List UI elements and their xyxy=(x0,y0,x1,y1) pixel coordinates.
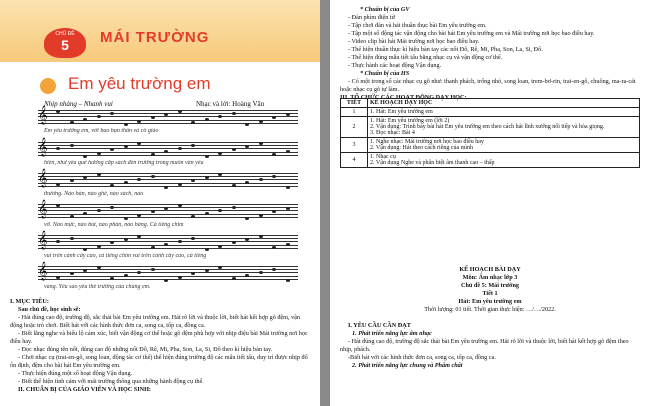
music-note xyxy=(137,271,141,274)
table-cell-line: 2. Vận dụng Nghe và phân biệt âm thanh cao – thấp xyxy=(370,160,495,166)
music-note xyxy=(97,209,101,212)
music-note xyxy=(245,181,249,184)
music-note xyxy=(164,279,168,282)
music-note xyxy=(259,142,263,145)
music-note xyxy=(286,150,290,153)
music-staff xyxy=(38,264,298,284)
music-note xyxy=(178,147,182,150)
music-note xyxy=(205,269,209,272)
music-note xyxy=(205,248,209,251)
music-note xyxy=(70,215,74,218)
unit-badge-number: 5 xyxy=(61,37,69,53)
music-note xyxy=(164,150,168,153)
music-note xyxy=(259,235,263,238)
music-note xyxy=(191,144,195,147)
prep-hs-items xyxy=(340,78,640,94)
req-items xyxy=(340,338,640,362)
music-note xyxy=(178,110,182,113)
music-note xyxy=(56,276,60,279)
music-note xyxy=(124,181,128,184)
prep-gv-items xyxy=(340,14,640,70)
treble-clef-icon: 𝄞 xyxy=(38,107,48,124)
song-lyric-line: thương. Nào bàn, nào ghế, nào sách, nào xyxy=(44,191,144,197)
section1-intro: Sau chủ đề, học sinh sẽ: xyxy=(18,306,81,313)
preparation xyxy=(340,6,640,102)
plan-time: Thời lượng: 01 tiết. Thời gian thực hiện: …/…/2022. xyxy=(424,306,556,313)
table-header-plan: KẾ HOẠCH DẠY HỌC xyxy=(368,99,640,108)
song-lyric-line: hiền, như yêu quê hương cắp sách đến trường trong muôn vần yêu xyxy=(44,160,204,166)
music-note xyxy=(124,145,128,148)
music-note xyxy=(245,274,249,277)
unit-title: MÁI TRƯỜNG xyxy=(100,29,210,46)
music-note xyxy=(232,184,236,187)
table-cell-line: 2. Vận dụng: Hát theo cách riêng của mình xyxy=(370,145,474,151)
prep-gv-title: * Chuẩn bị của GV xyxy=(360,6,410,13)
list-item: - Thực hiện đúng một số hoạt động Vận dụng. xyxy=(18,370,133,377)
music-note xyxy=(151,268,155,271)
treble-clef-icon: 𝄞 xyxy=(38,201,48,218)
music-note xyxy=(97,266,101,269)
table-cell-tiet: 3 xyxy=(341,138,368,153)
list-item: - Có một trong số các nhạc cụ gõ như: thanh phách, trống nhỏ, song loan, trem-bơ-rin, trai-en-gô, chuông, ma-ra-cát hoặc nhạc cụ gõ tự làm. xyxy=(340,78,636,93)
table-cell-plan xyxy=(368,153,640,168)
music-note xyxy=(205,118,209,121)
music-note xyxy=(56,240,60,243)
unit-badge xyxy=(44,28,86,58)
table-cell-tiet: 1 xyxy=(341,108,368,117)
lesson-plan-table xyxy=(340,98,640,168)
music-note xyxy=(70,144,74,147)
music-note xyxy=(151,175,155,178)
music-note xyxy=(151,153,155,156)
plan-lesson: Tiết 1 xyxy=(482,290,498,297)
section1-items xyxy=(10,314,310,386)
music-staff xyxy=(38,140,298,160)
music-note xyxy=(124,274,128,277)
unit-badge-label: CHỦ ĐỀ xyxy=(55,31,75,37)
music-note xyxy=(245,217,249,220)
music-note xyxy=(124,123,128,126)
music-note xyxy=(70,121,74,124)
table-cell-plan xyxy=(368,108,640,117)
list-item: - Tập một số động tác vận động cho bài hát Em yêu trường em và Mái trường nơi học bao điều hay. xyxy=(348,30,595,37)
music-note xyxy=(137,214,141,217)
list-item: - Đọc nhạc đúng tên nốt, đúng cao độ những nốt Đô, Rê, Mi, Pha, Son, La, Si, Đô theo kí hiệu bàn tay. xyxy=(18,346,273,353)
song-logo-icon xyxy=(40,78,56,94)
music-note xyxy=(286,279,290,282)
table-row xyxy=(341,108,640,117)
music-note xyxy=(124,217,128,220)
music-staff xyxy=(38,202,298,222)
music-note xyxy=(259,120,263,123)
music-note xyxy=(164,243,168,246)
music-note xyxy=(178,276,182,279)
music-note xyxy=(272,268,276,271)
table-header-tiet: TIẾT xyxy=(341,99,368,108)
section1-title: I. MỤC TIÊU: xyxy=(10,298,49,305)
music-note xyxy=(205,176,209,179)
music-note xyxy=(164,186,168,189)
music-note xyxy=(151,246,155,249)
music-note xyxy=(205,212,209,215)
music-note xyxy=(110,112,114,115)
music-note xyxy=(97,115,101,118)
table-cell-plan xyxy=(368,117,640,138)
table-cell-line: 1. Nhạc cụ xyxy=(370,154,396,160)
music-note xyxy=(83,248,87,251)
music-note xyxy=(97,173,101,176)
song-tempo: Nhịp nhàng – Nhanh vui xyxy=(44,100,113,108)
list-item: -Biết hát với các hình thức đơn ca, song ca, tốp ca, đồng ca. xyxy=(348,354,496,361)
table-cell-line: 1. Nghe nhạc: Mái trường nơi học bao điều hay xyxy=(370,139,484,145)
music-note xyxy=(178,240,182,243)
music-note xyxy=(286,113,290,116)
music-note xyxy=(83,212,87,215)
plan-song: Hát: Em yêu trường em xyxy=(458,298,522,305)
list-item: - Thể hiện đúng mẫu tiết tấu bằng nhạc cụ và vận động cơ thể. xyxy=(348,54,503,61)
music-note xyxy=(56,110,60,113)
music-note xyxy=(245,123,249,126)
music-staff xyxy=(38,233,298,253)
music-note xyxy=(272,175,276,178)
treble-clef-icon: 𝄞 xyxy=(38,170,48,187)
table-row xyxy=(341,117,640,138)
music-note xyxy=(70,237,74,240)
music-note xyxy=(259,271,263,274)
treble-clef-icon: 𝄞 xyxy=(38,263,48,280)
music-note xyxy=(137,142,141,145)
table-row xyxy=(341,138,640,153)
music-note xyxy=(137,120,141,123)
music-staff xyxy=(38,171,298,191)
music-note xyxy=(218,245,222,248)
section3-title: III. TỔ CHỨC CÁC HOẠT ĐỘNG DẠY HỌC: xyxy=(340,94,467,101)
music-note xyxy=(56,204,60,207)
list-item: - Tập chơi đàn và hát thuần thục bài Em yêu trường em. xyxy=(348,22,487,29)
music-note xyxy=(218,152,222,155)
table-cell-plan xyxy=(368,138,640,153)
req-title: I. YÊU CẦU CẦN ĐẠT xyxy=(348,322,411,329)
music-note xyxy=(56,147,60,150)
plan-topic: Chủ đề 5: Mái trường xyxy=(460,282,519,289)
plan-title: KẾ HOẠCH BÀI DẠY xyxy=(459,266,521,273)
song-lyric-line: vàng. Yêu sao yêu thế trường của chúng em. xyxy=(44,284,151,290)
treble-clef-icon: 𝄞 xyxy=(38,232,48,249)
music-note xyxy=(178,183,182,186)
treble-clef-icon: 𝄞 xyxy=(38,139,48,156)
list-item: - Hát đúng cao độ, trường độ sắc thái bài Em yêu trường em. Hát rõ lời và thuộc lời, biết hát kết hợp gõ đệm theo nhịp, phách. xyxy=(340,338,629,353)
music-note xyxy=(232,206,236,209)
music-note xyxy=(259,214,263,217)
music-note xyxy=(232,277,236,280)
music-note xyxy=(218,173,222,176)
req-sub2: 2. Phát triển năng lực chung và Phẩm chất xyxy=(352,362,463,369)
music-note xyxy=(83,155,87,158)
list-item: - Thực hành các hoạt động Vận dụng. xyxy=(348,62,442,69)
music-note xyxy=(205,155,209,158)
song-lyric-line: vở. Nào mực, nào bút, nào phấn, nào bảng. Cả tiếng chim xyxy=(44,222,184,228)
music-note xyxy=(137,178,141,181)
list-item: - Đàn phím điện tử xyxy=(348,14,396,21)
song-lyric-line: vui trên cành cây cao, cả tiếng chim vui trên cành cây cao, cả tiếng xyxy=(44,253,207,259)
list-item: - Chơi nhạc cụ (trai-en-gô, song loan, động tác cơ thể) thể hiện đúng trường độ các mẫu tiết tấu, duy trì được nhịp đổ ổn định, đệm cho bài hát Em yêu trường em. xyxy=(10,354,308,369)
plan-subject: Môn: Âm nhạc lớp 3 xyxy=(462,274,518,281)
music-note xyxy=(286,186,290,189)
music-note xyxy=(56,183,60,186)
list-item: - Thể hiện thuần thục kí hiệu bàn tay các nốt Đô, Rê, Mi, Pha, Son, La, Si, Đô. xyxy=(348,46,543,53)
music-note xyxy=(218,115,222,118)
music-staff xyxy=(38,108,298,128)
song-title: Em yêu trường em xyxy=(68,74,211,93)
section1 xyxy=(10,298,310,394)
prep-hs-title: * Chuẩn bị của HS xyxy=(360,70,410,77)
table-row xyxy=(341,153,640,168)
music-note xyxy=(286,207,290,210)
music-note xyxy=(83,118,87,121)
music-note xyxy=(124,238,128,241)
list-item: - Video clip bài hát Mái trường nơi học bao điều hay. xyxy=(348,38,480,45)
table-cell-tiet: 4 xyxy=(341,153,368,168)
table-cell-line: 2. Vận dụng: Trình bày bài hát Em yêu trường em theo cách hát lĩnh xướng nối tiếp và hòa giọng. xyxy=(370,124,605,130)
section2-title: II. CHUẨN BỊ CỦA GIÁO VIÊN VÀ HỌC SINH: xyxy=(18,386,151,393)
music-note xyxy=(97,245,101,248)
list-item: - Biết lắng nghe và biểu lộ cảm xúc, biết vận động cơ thể hoặc gõ đệm phù hợp với nhịp điệu bài Mái trường nơi học điều hay. xyxy=(10,330,308,345)
plan-header xyxy=(340,266,640,314)
music-note xyxy=(259,178,263,181)
music-note xyxy=(218,209,222,212)
music-note xyxy=(286,243,290,246)
music-note xyxy=(110,206,114,209)
table-cell-line: 3. Đọc nhạc: Bài 4 xyxy=(370,130,415,136)
song-credit: Nhạc và lời: Hoàng Vân xyxy=(196,100,265,108)
music-note xyxy=(218,266,222,269)
table-cell-line: 1. Hát: Em yêu trường em (lời 2) xyxy=(370,118,450,124)
list-item: - Hát đúng cao độ, trường độ, sắc thái bài Em yêu trường em. Hát rõ lời và thuộc lời, biết hát kết hợp gõ đệm, vận động hoặc trò chơi. Biết hát với các hình thức đơn ca, song ca, tốp ca, đồng ca. xyxy=(10,314,301,329)
req-sub1: 1. Phát triển năng lực âm nhạc xyxy=(352,330,432,337)
song-lyric-line: Em yêu trường em, với bao bạn thân và cô giáo xyxy=(44,128,159,134)
list-item: - Biết thể hiện tình cảm với mái trường thông qua những hành động cụ thể. xyxy=(18,378,204,385)
music-note xyxy=(178,204,182,207)
table-header-row xyxy=(341,99,640,108)
music-note xyxy=(191,237,195,240)
table-cell-tiet: 2 xyxy=(341,117,368,138)
music-note xyxy=(97,152,101,155)
music-note xyxy=(232,112,236,115)
music-note xyxy=(137,235,141,238)
left-page xyxy=(0,0,320,406)
table-cell-line: 1. Hát: Em yêu trường em xyxy=(370,109,433,115)
requirements xyxy=(340,322,640,370)
right-page xyxy=(330,0,650,406)
